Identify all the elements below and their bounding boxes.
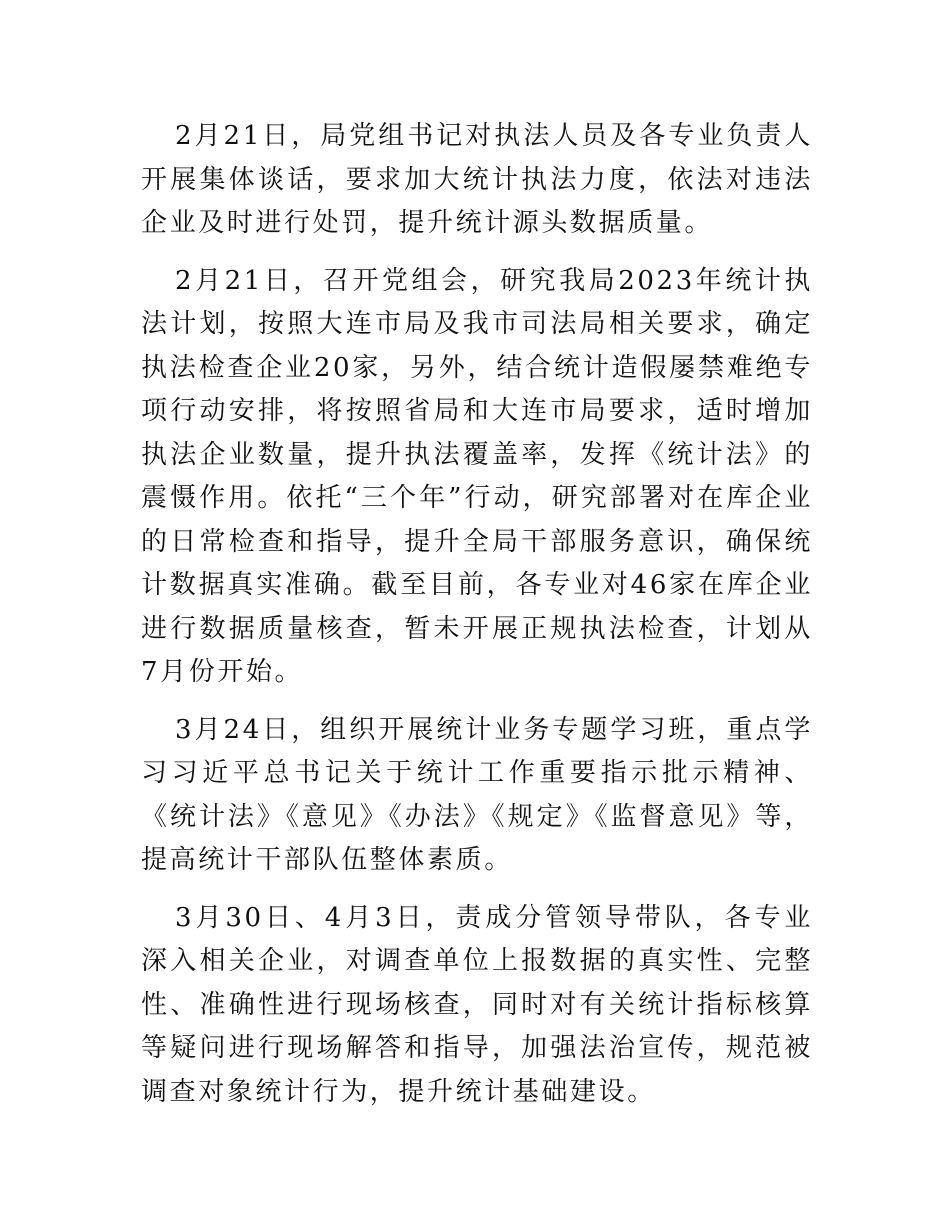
- paragraph-2: 2月21日，召开党组会，研究我局2023年统计执法计划，按照大连市局及我市司法局相关要求，确定执法检查企业20家，另外，结合统计造假屡禁难绝专项行动安排，将按照省局和大连市局要求，适时增加执法企业数量，提升执法覆盖率，发挥《统计法》的震慑作用。依托“三个年”行动，研究部署对在库企业的日常检查和指导，提升全局干部服务意识，确保统计数据真实准确。截至目前，各专业对46家在库企业进行数据质量核查，暂未开展正规执法检查，计划从7月份开始。: [141, 265, 813, 687]
- document-body: [141, 115, 813, 1128]
- paragraph-4: 3月30日、4月3日，责成分管领导带队，各专业深入相关企业，对调查单位上报数据的真实性、完整性、准确性进行现场核查，同时对有关统计指标核算等疑问进行现场解答和指导，加强法治宣传，规范被调查对象统计行为，提升统计基础建设。: [141, 902, 813, 1107]
- paragraph-1: 2月21日，局党组书记对执法人员及各专业负责人开展集体谈话，要求加大统计执法力度，依法对违法企业及时进行处罚，提升统计源头数据质量。: [141, 121, 813, 238]
- paragraph-3: 3月24日，组织开展统计业务专题学习班，重点学习习近平总书记关于统计工作重要指示批示精神、《统计法》《意见》《办法》《规定》《监督意见》等，提高统计干部队伍整体素质。: [141, 714, 813, 875]
